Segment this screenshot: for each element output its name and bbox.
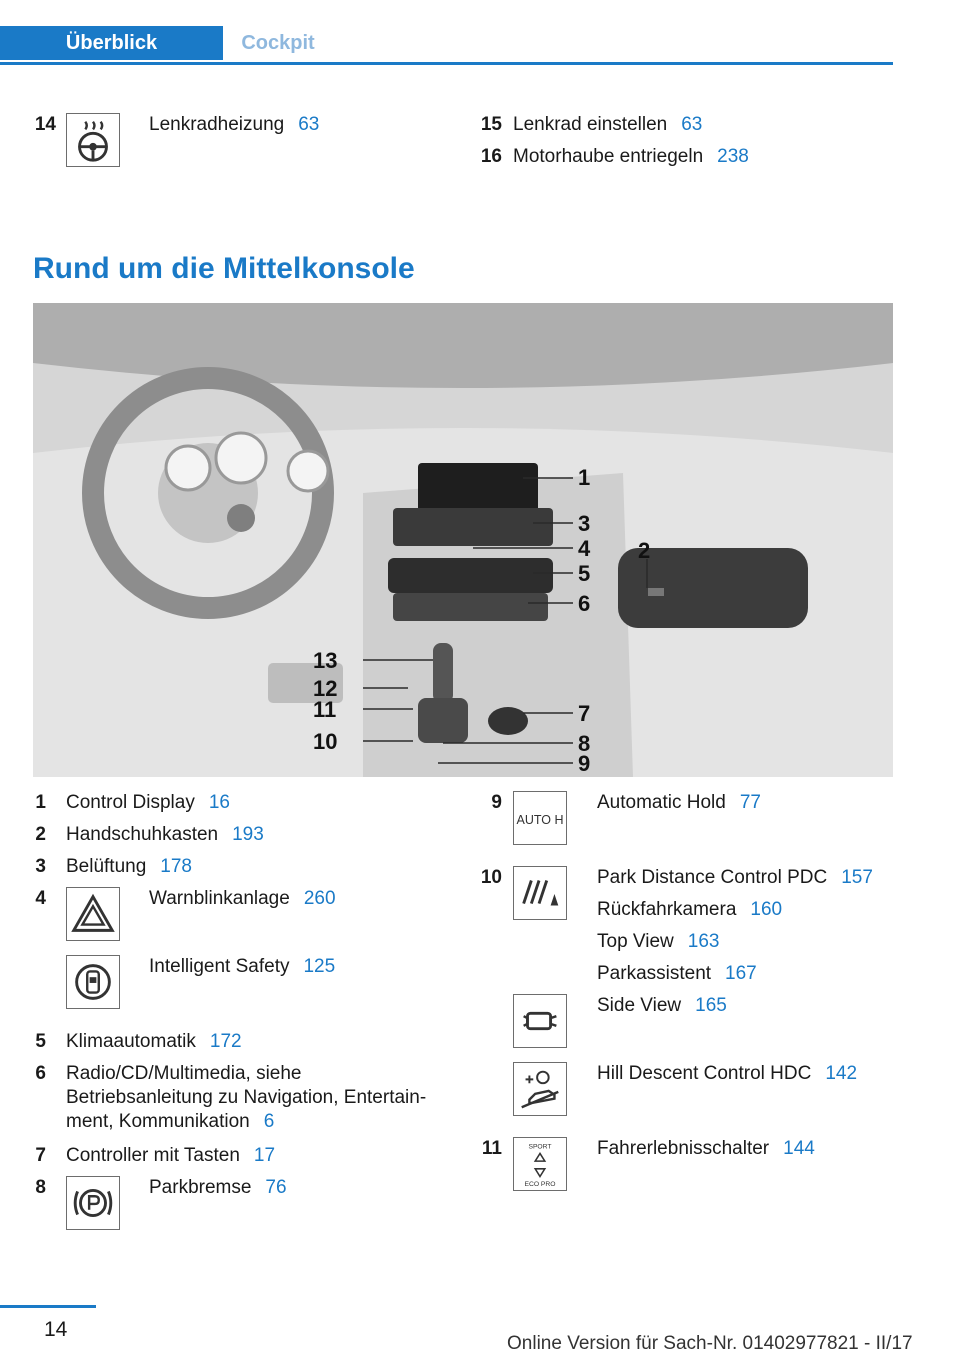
entry-label-line: Betriebsanleitung zu Navigation, Entertain‐ <box>66 1087 427 1108</box>
page-ref-link[interactable]: 77 <box>739 792 761 813</box>
entry-label: Parkbremse <box>149 1177 252 1198</box>
icon-text: AUTO H <box>516 812 564 827</box>
callout-label: 11 <box>313 697 337 722</box>
entry-label: Lenkradheizung <box>149 114 285 135</box>
parking-brake-icon <box>66 1176 120 1230</box>
item-number: 1 <box>35 792 46 813</box>
icon-text-sport: SPORT <box>528 1143 552 1151</box>
page-ref-link[interactable]: 125 <box>303 956 336 977</box>
entry-intelligent-safety <box>149 955 335 979</box>
callout-label: 13 <box>313 648 338 673</box>
section-title: Rund um die Mittelkonsole <box>33 252 415 285</box>
page-number: 14 <box>44 1318 68 1341</box>
entry-handschuhkasten <box>66 823 264 847</box>
cockpit-illustration <box>33 303 893 777</box>
page-ref-link[interactable]: 142 <box>825 1063 858 1084</box>
entry-label: Top View <box>597 931 674 952</box>
entry-side-view <box>597 994 727 1018</box>
entry-controller <box>66 1144 275 1168</box>
entry-pdc <box>597 866 873 890</box>
hill-descent-control-icon <box>513 1062 567 1116</box>
page-ref-link[interactable]: 238 <box>717 146 749 167</box>
item-number: 15 <box>480 114 502 135</box>
driving-experience-switch-icon <box>513 1137 567 1191</box>
callout-label: 7 <box>578 701 591 726</box>
callout-label: 8 <box>578 731 591 756</box>
page-ref-link[interactable]: 157 <box>841 867 873 888</box>
page-ref-link[interactable]: 76 <box>265 1177 287 1198</box>
entry-label: Handschuhkasten <box>66 824 219 845</box>
intelligent-safety-icon <box>66 955 120 1009</box>
callout-label: 1 <box>578 465 591 490</box>
callout-label: 2 <box>638 538 651 563</box>
page-ref-link[interactable]: 165 <box>695 995 727 1016</box>
entry-label: Warnblinkanlage <box>149 888 290 909</box>
item-number: 14 <box>34 114 56 135</box>
item-number: 2 <box>35 824 46 845</box>
item-number: 7 <box>35 1145 46 1166</box>
entry-hdc <box>597 1062 857 1086</box>
entry-label-line: Radio/CD/Multimedia, siehe <box>66 1063 302 1084</box>
entry-parkbremse <box>149 1176 287 1200</box>
icon-text-eco-pro: ECO PRO <box>524 1181 556 1189</box>
callout-label: 10 <box>313 729 338 754</box>
footer-divider <box>0 1305 96 1308</box>
entry-label: Parkassistent <box>597 963 712 984</box>
entry-control-display <box>66 791 230 815</box>
entry-rueckfahrkamera <box>597 898 782 922</box>
entry-label: Hill Descent Control HDC <box>597 1063 812 1084</box>
footer-version-text: Online Version für Sach-Nr. 01402977821 - II/17 <box>507 1333 913 1354</box>
entry-belueftung <box>66 855 192 879</box>
entry-fahrerlebnisschalter <box>597 1137 815 1161</box>
entry-top-view <box>597 930 719 954</box>
page-ref-link[interactable]: 163 <box>687 931 720 952</box>
item-number: 5 <box>35 1031 46 1052</box>
entry-radio-multimedia <box>66 1062 456 1134</box>
item-number: 3 <box>35 856 46 877</box>
entry-label: Motorhaube entriegeln <box>513 146 704 167</box>
hazard-warning-icon <box>66 887 120 941</box>
item-number: 16 <box>480 146 502 167</box>
page-ref-link[interactable]: 172 <box>209 1031 242 1052</box>
entry-label: Belüftung <box>66 856 147 877</box>
item-number: 9 <box>491 792 502 813</box>
entry-label: Fahrerlebnisschalter <box>597 1138 770 1159</box>
entry-label: Control Display <box>66 792 195 813</box>
page-ref-link[interactable]: 260 <box>303 888 336 909</box>
entry-label: Lenkrad einstellen <box>513 114 668 135</box>
page-ref-link[interactable]: 17 <box>253 1145 276 1166</box>
park-distance-control-icon <box>513 866 567 920</box>
page-ref-link[interactable]: 167 <box>725 963 757 984</box>
header-tabbar <box>0 26 893 65</box>
entry-warnblinkanlage <box>149 887 336 911</box>
entry-lenkrad-einstellen <box>513 113 702 137</box>
page-ref-link[interactable]: 6 <box>263 1111 275 1132</box>
automatic-hold-icon <box>513 791 567 845</box>
callout-label: 4 <box>578 536 591 561</box>
entry-motorhaube <box>513 145 749 169</box>
callout-label: 3 <box>578 511 591 536</box>
callout-label: 9 <box>578 751 591 776</box>
side-view-camera-icon <box>513 994 567 1048</box>
page-ref-link[interactable]: 63 <box>298 114 320 135</box>
page-ref-link[interactable]: 193 <box>232 824 264 845</box>
entry-parkassistent <box>597 962 757 986</box>
entry-label: Klimaautomatik <box>66 1031 196 1052</box>
page-ref-link[interactable]: 144 <box>783 1138 815 1159</box>
entry-lenkradheizung <box>149 113 319 137</box>
entry-label: Park Distance Control PDC <box>597 867 828 888</box>
item-number: 6 <box>35 1063 46 1084</box>
callout-label: 12 <box>313 676 338 701</box>
page-ref-link[interactable]: 160 <box>750 899 783 920</box>
tab-ueberblick[interactable]: Überblick <box>0 26 223 60</box>
page-ref-link[interactable]: 178 <box>160 856 192 877</box>
callout-label: 5 <box>578 561 591 586</box>
item-number: 11 <box>481 1138 502 1159</box>
entry-label: Controller mit Tasten <box>66 1145 240 1166</box>
entry-label-line: ment, Kommunikation <box>66 1111 250 1132</box>
entry-klimaautomatik <box>66 1030 242 1054</box>
entry-label: Rückfahrkamera <box>597 899 737 920</box>
entry-label: Side View <box>597 995 682 1016</box>
entry-label: Automatic Hold <box>597 792 726 813</box>
item-number: 4 <box>35 888 46 909</box>
tab-cockpit[interactable]: Cockpit <box>241 32 315 54</box>
page-ref-link[interactable]: 16 <box>208 792 230 813</box>
steering-wheel-heating-icon <box>66 113 120 167</box>
entry-automatic-hold <box>597 791 761 815</box>
item-number: 8 <box>35 1177 46 1198</box>
callout-label: 6 <box>578 591 591 616</box>
item-number: 10 <box>480 867 502 888</box>
entry-label: Intelligent Safety <box>149 956 290 977</box>
page-ref-link[interactable]: 63 <box>681 114 703 135</box>
